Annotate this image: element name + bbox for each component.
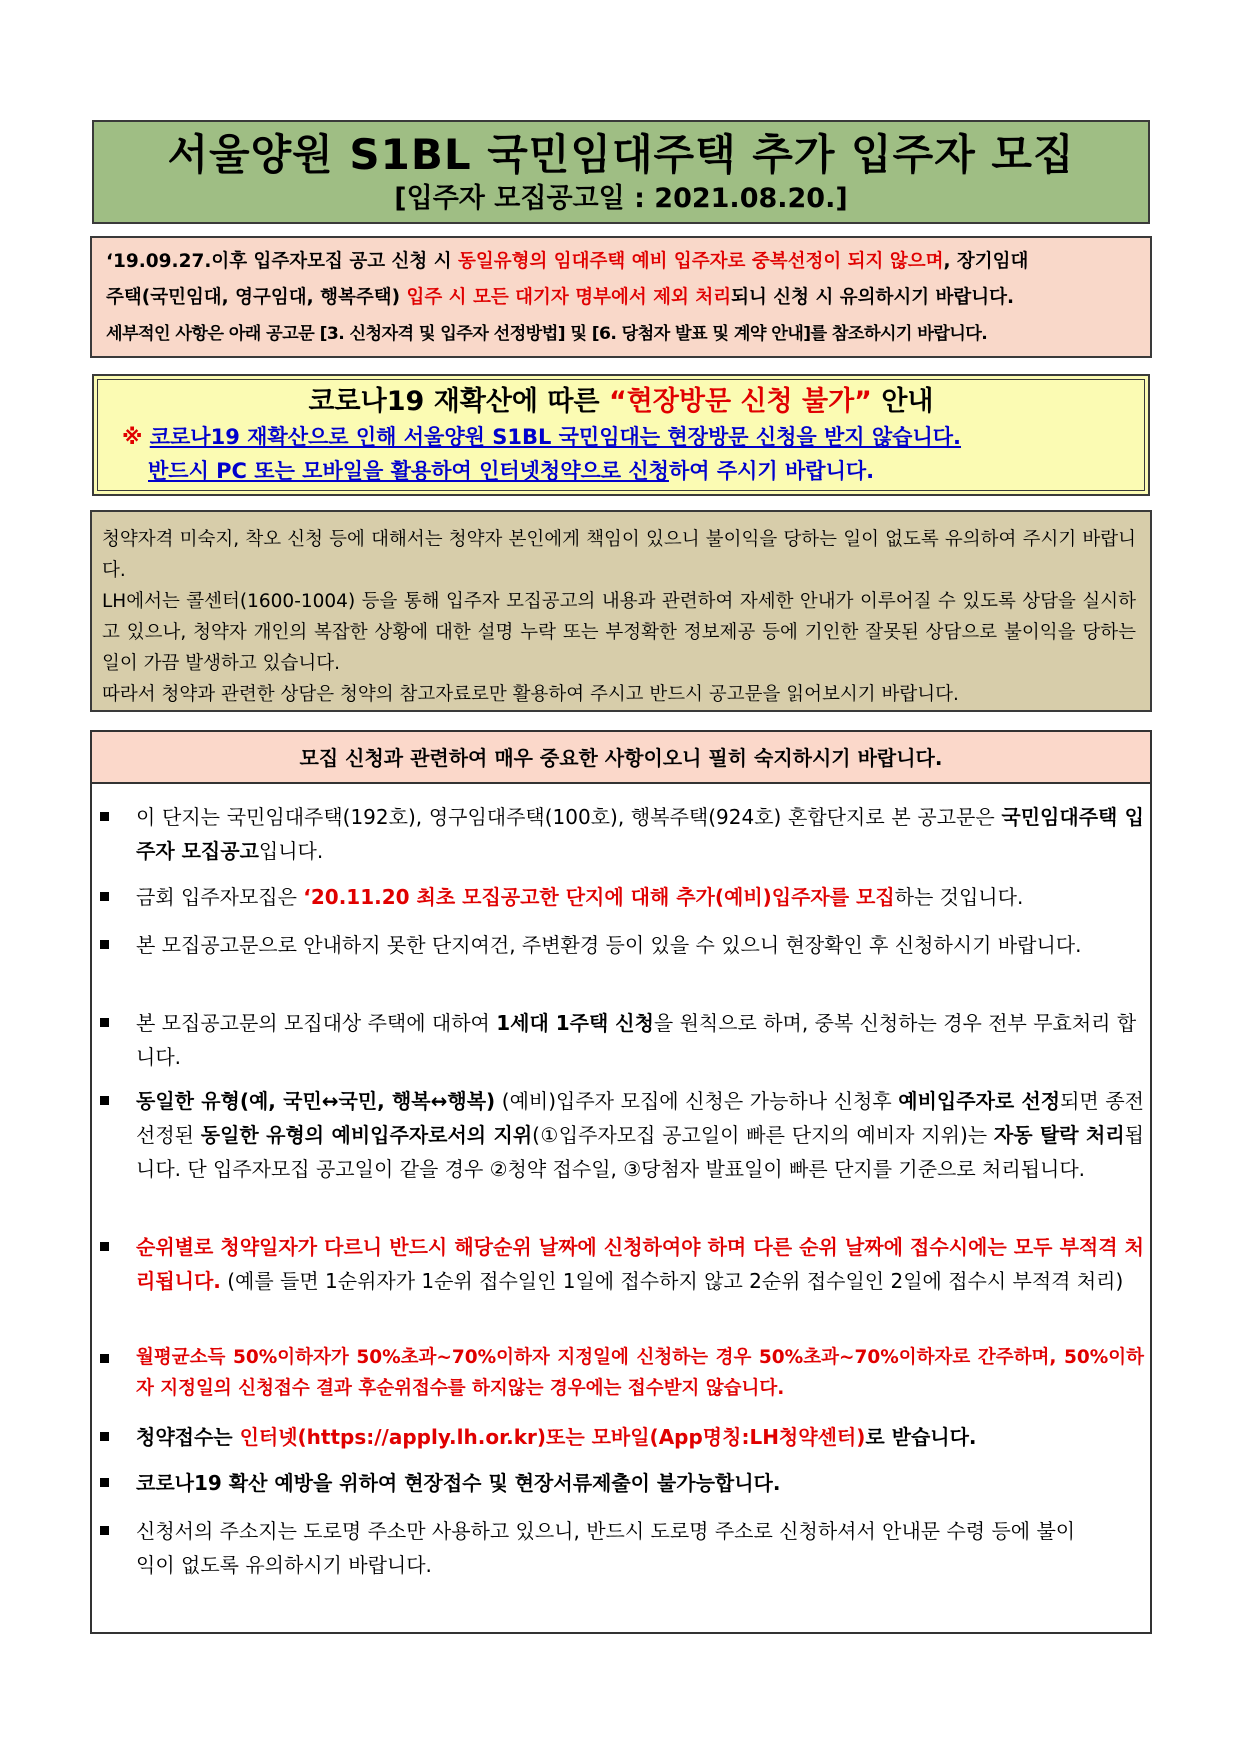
list-item: 본 모집공고문의 모집대상 주택에 대하여 1세대 1주택 신청을 원칙으로 하며, 중복 신청하는 경우 전부 무효처리 합니다. bbox=[100, 1006, 1144, 1074]
list-item: 순위별로 청약일자가 다르니 반드시 해당순위 날짜에 신청하여야 하며 다른 순위 날짜에 접수시에는 모두 부적격 처리됩니다. (예를 들면 1순위자가 1순위 접수일인 1일에 접수하지 않고 2순위 접수일인 2일에 접수시 부적격 처리) bbox=[100, 1230, 1144, 1298]
list-item: 금회 입주자모집은 ‘20.11.20 최초 모집공고한 단지에 대해 추가(예비)입주자를 모집하는 것입니다. bbox=[100, 880, 1144, 914]
bullet-square-icon bbox=[100, 892, 109, 901]
bullet-square-icon bbox=[100, 1018, 109, 1027]
covid-notice-title: 코로나19 재확산에 따른 “현장방문 신청 불가” 안내 bbox=[308, 386, 934, 417]
list-item: 동일한 유형(예, 국민↔국민, 행복↔행복) (예비)입주자 모집에 신청은 가능하나 신청후 예비입주자로 선정되면 종전 선정된 동일한 유형의 예비입주자로서의 지위(①입주자모집 공고일이 빠른 단지의 예비자 지위)는 자동 탈락 처리됩니다. 단 입주자모집 공고일이 같을 경우 ②청약 접수일, ③당첨자 발표일이 빠른 단지를 기준으로 처리됩니다. bbox=[100, 1084, 1144, 1186]
bullet-square-icon bbox=[100, 1242, 109, 1251]
warning-paragraph-2: LH에서는 콜센터(1600-1004) 등을 통해 입주자 모집공고의 내용과 관련하여 자세한 안내가 이루어질 수 있도록 상담을 실시하고 있으나, 청약자 개인의 복잡한 상황에 대한 설명 누락 또는 부정확한 정보제공 등에 기인한 잘못된 상담으로 불이익을 당하는 일이 가끔 발생하고 있습니다. bbox=[102, 591, 1136, 674]
bullet-square-icon bbox=[100, 1432, 109, 1441]
notice-line-2: 주택(국민임대, 영구임대, 행복주택) 입주 시 모든 대기자 명부에서 제외 처리되니 신청 시 유의하시기 바랍니다. bbox=[106, 287, 1015, 308]
notice-line-1: ‘19.09.27.이후 입주자모집 공고 신청 시 동일유형의 임대주택 예비 입주자로 중복선정이 되지 않으며, 장기임대 bbox=[106, 251, 1029, 272]
page-title: 서울양원 S1BL 국민임대주택 추가 입주자 모집 bbox=[167, 130, 1075, 179]
covid-notice-box bbox=[92, 374, 1150, 496]
list-item: 코로나19 확산 예방을 위하여 현장접수 및 현장서류제출이 불가능합니다. bbox=[100, 1466, 1144, 1500]
list-item: 본 모집공고문으로 안내하지 못한 단지여건, 주변환경 등이 있을 수 있으니 현장확인 후 신청하시기 바랍니다. bbox=[100, 928, 1144, 962]
notice-line-3: 세부적인 사항은 아래 공고문 [3. 신청자격 및 입주자 선정방법] 및 [6. 당첨자 발표 및 계약 안내]를 참조하시기 바랍니다. bbox=[106, 324, 988, 344]
bullet-square-icon bbox=[100, 940, 109, 949]
warning-paragraph-1: 청약자격 미숙지, 착오 신청 등에 대해서는 청약자 본인에게 책임이 있으니 불이익을 당하는 일이 없도록 유의하여 주시기 바랍니다. bbox=[102, 529, 1136, 581]
consultation-warning-box bbox=[90, 510, 1152, 712]
covid-notice-line-1: ※ 코로나19 재확산으로 인해 서울양원 S1BL 국민임대는 현장방문 신청을 받지 않습니다. bbox=[122, 425, 962, 449]
announcement-date: [입주자 모집공고일 : 2021.08.20.] bbox=[394, 183, 848, 214]
list-item: 이 단지는 국민임대주택(192호), 영구임대주택(100호), 행복주택(924호) 혼합단지로 본 공고문은 국민임대주택 입주자 모집공고입니다. bbox=[100, 800, 1144, 868]
list-item: 신청서의 주소지는 도로명 주소만 사용하고 있으니, 반드시 도로명 주소로 신청하셔서 안내문 수령 등에 불이익이 없도록 유의하시기 바랍니다. bbox=[100, 1514, 1144, 1582]
covid-notice-line-2: 반드시 PC 또는 모바일을 활용하여 인터넷청약으로 신청하여 주시기 바랍니다. bbox=[148, 459, 875, 483]
bullet-square-icon bbox=[100, 1354, 109, 1363]
reference-mark: ※ bbox=[122, 425, 150, 449]
list-item: 월평균소득 50%이하자가 50%초과~70%이하자 지정일에 신청하는 경우 50%초과~70%이하자로 간주하며, 50%이하자 지정일의 신청접수 결과 후순위접수를 하지않는 경우에는 접수받지 않습니다. bbox=[100, 1342, 1144, 1404]
title-banner bbox=[92, 120, 1150, 224]
important-items-header: 모집 신청과 관련하여 매우 중요한 사항이오니 필히 숙지하시기 바랍니다. bbox=[92, 732, 1150, 784]
list-item: 청약접수는 인터넷(https://apply.lh.or.kr)또는 모바일(App명칭:LH청약센터)로 받습니다. bbox=[100, 1420, 1144, 1454]
bullet-square-icon bbox=[100, 1478, 109, 1487]
important-items-box bbox=[90, 730, 1152, 1634]
duplicate-selection-notice bbox=[90, 236, 1152, 358]
warning-paragraph-3: 따라서 청약과 관련한 상담은 청약의 참고자료로만 활용하여 주시고 반드시 공고문을 읽어보시기 바랍니다. bbox=[102, 684, 959, 705]
bullet-square-icon bbox=[100, 1526, 109, 1535]
bullet-square-icon bbox=[100, 1096, 109, 1105]
bullet-square-icon bbox=[100, 812, 109, 821]
